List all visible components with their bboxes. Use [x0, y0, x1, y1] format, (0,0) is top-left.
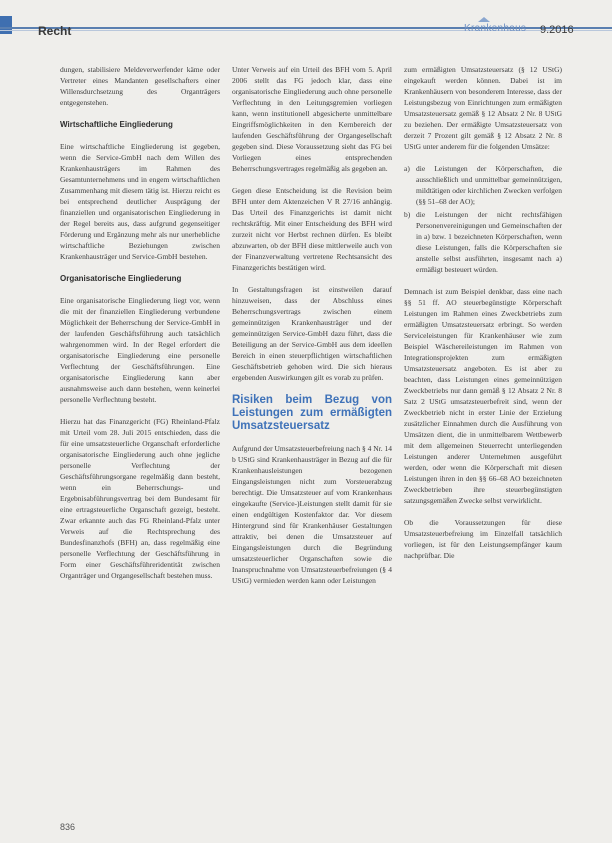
list-item [404, 209, 562, 275]
section-heading: Risiken beim Bezug von Leistungen zum ermäßigten Umsatzsteuersatz [232, 394, 392, 432]
page-number: 836 [60, 822, 76, 832]
paragraph: Hierzu hat das Finanzgericht (FG) Rheinland-Pfalz mit Urteil vom 28. Juli 2015 entschieden, dass die für eine umsatzsteuerliche Organschaft erforderliche organisatorische Eingliederung auch ohne jegliche personelle Verflechtung der Geschäftsführungsorgane regelmäßig dann besteht, wenn ein Beherrschungs- und Ergebnisabführungsvertrag bei dem Bundesamt für eine ertragsteuerliche Organschaft gezeigt, besteht. Zwar erkannte auch das FG Rheinland-Pfalz unter Verweis auf die Rechtsprechung des Bundesfinanzhofs (BFH) an, dass regelmäßig eine personelle Verflechtung der Geschäftsführung in Form einer Geschäftsführeridentität zwischen Organträger und Organgesellschaft bestehen muss. [60, 417, 220, 580]
paragraph: Aufgrund der Umsatzsteuerbefreiung nach § 4 Nr. 14 b UStG sind Krankenhausträger in Bezug auf die für Krankenhausleistungen bezogenen Eingangsleistungen nicht zum Vorsteuerabzug berechtigt. Die Umsatzsteuer auf vom Krankenhaus eingekaufte (Service-)Leistungen stellt damit für sie einen endgültigen Kostenfaktor dar. Vor diesem Hintergrund sind für Krankenhäuser Gestaltungen attraktiv, bei denen die Umsatzsteuer auf Eingangsleistungen durch die Begründung umsatzsteuerlicher Organschaften sowie die Inanspruchnahme von Umsatzsteuerbefreiungen (§ 4 UStG) vermieden werden kann oder Leistungen [232, 444, 392, 585]
paragraph: Ob die Voraussetzungen für diese Umsatzsteuerbefreiung im Einzelfall tatsächlich vorliegen, ist für den Leistungsempfänger kaum nachprüfbar. Die [404, 518, 562, 560]
list-text: die Leistungen der nicht rechtsfähigen Personenvereinigungen und Gemeinschaften der in a) bzw. 1 bezeichneten Körperschaften, wenn diese Leistungen, falls die Körperschaften sie anstelle selbst ausführten, insgesamt nach a) ermäßigt besteuert würden. [416, 210, 562, 274]
subheading-economic-integration: Wirtschaftliche Eingliederung [60, 120, 173, 129]
text-column-3 [404, 64, 562, 572]
paragraph: Eine organisatorische Eingliederung liegt vor, wenn die mit der finanziellen Eingliederung verbundene Möglichkeit der Beherrschung der Service-GmbH in der laufenden Geschäftsführung auch tatsächlich wahrgenommen wird. In der Regel erfordert die organisatorische Eingliederung eine personelle Verflechtung der Geschäftsführungen. Eine organisatorische Eingliederung kann aber ausnahmsweise auch dann bestehen, wenn keinerlei personelle Verflechtung besteht. [60, 296, 220, 404]
list-text: die Leistungen der Körperschaften, die ausschließlich und unmittelbar gemeinnützigen, mildtätigen oder kirchlichen Zwecken verfolgen (§§ 51–68 der AO); [416, 164, 562, 206]
issue-number: 9.2016 [540, 24, 574, 36]
text-column-2 [232, 64, 392, 597]
paragraph: In Gestaltungsfragen ist einstweilen darauf hinzuweisen, dass der Abschluss eines Beherrschungsvertrags zwischen einem gemeinnützigen Krankenhausträger und der gemeinnützigen Service-GmbH dazu führt, dass die Beteiligung an der Service-GmbH aus dem ideellen Bereich in einen steuerpflichtigen wirtschaftlichen Geschäftsbetrieb gehoben wird. Die sich hieraus ergebenden Auswirkungen gilt es vorab zu prüfen. [232, 285, 392, 382]
magazine-logo [464, 17, 534, 37]
section-label: Recht [38, 24, 72, 38]
list-marker: a) [404, 164, 410, 173]
text-column-1 [60, 64, 220, 592]
paragraph: Eine wirtschaftliche Eingliederung ist gegeben, wenn die Service-GmbH nach dem Willen des Krankenhausträgers im Rahmen des Gesamtunternehmens und in engem wirtschaftlichen Zusammenhang mit diesem tätig ist. Hierzu reicht es bei entsprechend deutlicher Ausprägung der finanziellen und organisatorischen Eingliederung in der Regel bereits aus, dass aufgrund gegenseitiger Förderung und Ergänzung mehr als nur unerhebliche wirtschaftliche Beziehungen zwischen Krankenhausträger und Service-GmbH bestehen. [60, 142, 220, 261]
roof-icon [478, 17, 490, 22]
paragraph: zum ermäßigten Umsatzsteuersatz (§ 12 UStG) eingekauft werden können. Dabei ist im Krankenhäusern von besonderem Interesse, dass der Leistungsbezug von Einrichtungen zum ermäßigten Umsatzsteuersatz gemäß § 12 Absatz 2 Nr. 8 UStG zu beziehen. Der ermäßigte Umsatzsteuersatz von derzeit 7 Prozent gilt gemäß § 12 Absatz 2 Nr. 8 UStG unter anderem für die folgenden Umsätze: [404, 65, 562, 151]
subheading-organisational-integration: Organisatorische Eingliederung [60, 274, 182, 283]
list-marker: b) [404, 210, 411, 219]
paragraph: Gegen diese Entscheidung ist die Revision beim BFH unter dem Aktenzeichen V R 27/16 anhängig. Das Urteil des Finanzgerichts ist damit nicht rechtskräftig. Mit einer Entscheidung des BFH wird zurzeit nicht vor Herbst rechnen dürfen. Es bleibt abzuwarten, ob der BFH diese mittlerweile auch von der Finanzverwaltung vertretene Rechtsansicht des Finanzgerichts bestätigen wird. [232, 186, 392, 272]
section-color-tab [0, 16, 12, 34]
paragraph: Unter Verweis auf ein Urteil des BFH vom 5. April 2006 stellt das FG jedoch klar, dass eine organisatorische Eingliederung auch ohne personelle Verflechtung in den Leitungsgremien vorliegen kann, wenn institutionell abgesicherte unmittelbare Eingriffsmöglichkeiten in den Kernbereich der laufenden Geschäftsführung der Organgesellschaft gegeben sind. Diese Voraussetzung sieht das FG bei Vorliegen eines entsprechenden Beherrschungsvertrages regelmäßig als gegeben an. [232, 65, 392, 173]
paragraph: Demnach ist zum Beispiel denkbar, dass eine nach §§ 51 ff. AO steuerbegünstigte Körperschaft Leistungen im Rahmen eines Zweckbetriebs zum ermäßigten Umsatzsteuersatz erbringt. So werden Serviceleistungen für Krankenhäuser wie zum Beispiel Wäschereileistungen im Rahmen von Integrationsprojekten zum ermäßigten Umsatzsteuersatz angeboten. Es ist aber zu beachten, dass Leistungen eines gemeinnützigen Zweckbetriebs nur dann gemäß § 12 Absatz 2 Nr. 8 Satz 2 UStG umsatzsteuerbefreit sind, wenn der Zweckbetrieb nicht in erster Linie der Erzielung zusätzlicher Einnahmen durch die Ausführung von Umsätzen dient, die in unmittelbarem Wettbewerb mit dem allgemeinen Steuerrecht unterliegenden Leistungen anderer Unternehmen ausgeführt werden, oder wenn die Körperschaft mit diesen Leistungen ihren in den §§ 66–68 AO bezeichneten Zweckbetrieben ihre steuerbegünstigten satzungsgemäßen Zwecke selbst verwirklicht. [404, 287, 562, 505]
list-item [404, 163, 562, 207]
magazine-name: Krankenhaus [464, 23, 527, 34]
paragraph: dungen, stabilisiere Meldeverwerfender käme oder Vertreter eines Mandanten gesellschafters einer Willensdurchsetzung des Organträgers entgegenstehen. [60, 65, 220, 107]
